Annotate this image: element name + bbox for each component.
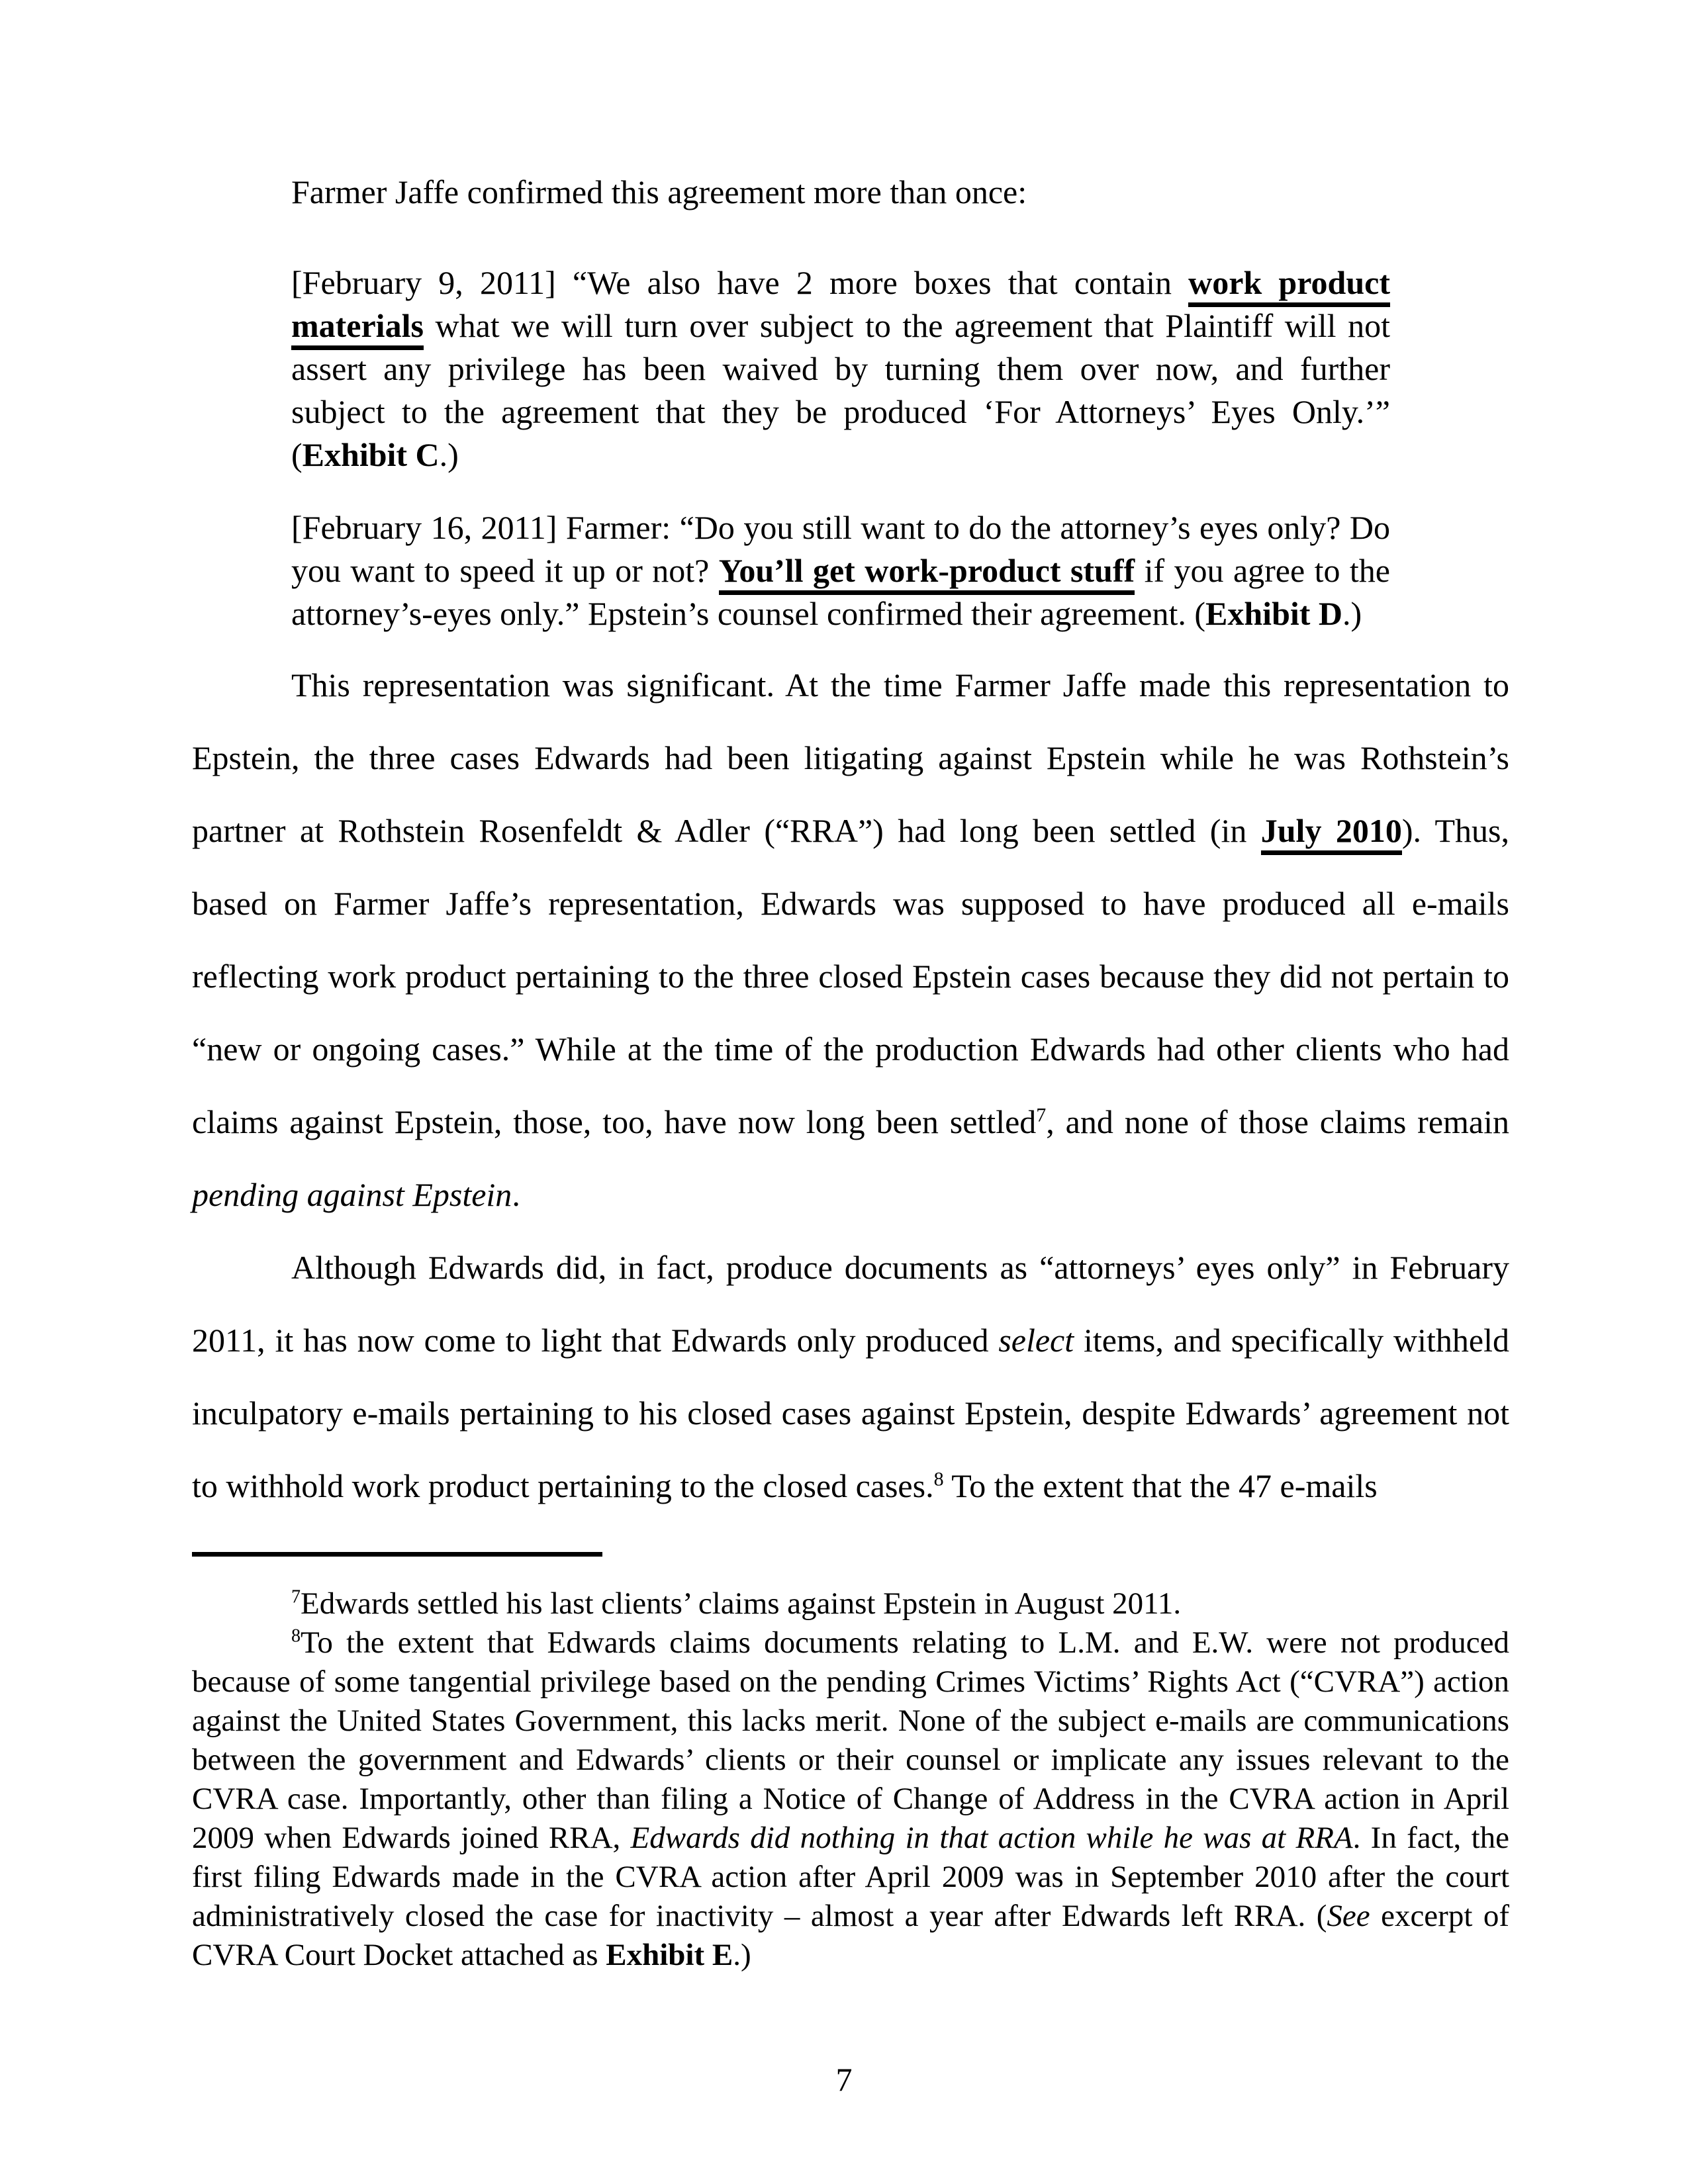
paragraph-although — [192, 1231, 1509, 1522]
footnote-separator — [192, 1552, 602, 1557]
underline-youll-get-work-product: You’ll get work-product stuff — [719, 552, 1135, 595]
underline-july-2010: July 2010 — [1261, 812, 1402, 855]
blockquote-feb-16-2011 — [291, 506, 1390, 635]
paragraph-representation — [192, 649, 1509, 1231]
text-run: . In fact, the first filing Edwards made in the CVRA action after April 2009 was in September 2010 after the court administratively closed the case for inactivity – almost a year after Edwards left RRA. ( — [192, 1821, 1509, 1933]
footnote-8 — [192, 1623, 1509, 1975]
text-run: what we will turn over subject to the agreement that Plaintiff will not assert any privilege has been waived by turning them over now, and further subject to the agreement that they be produced ‘For Attorneys’ Eyes Only.’” ( — [291, 307, 1390, 473]
text-run: .) — [733, 1938, 751, 1972]
exhibit-c-ref: Exhibit C — [302, 436, 440, 473]
italic-see: See — [1327, 1899, 1370, 1933]
footnote-block — [192, 1552, 1509, 1975]
footnote-ref-7: 7 — [1036, 1104, 1047, 1126]
italic-pending-against-epstein: pending against Epstein — [192, 1176, 512, 1213]
text-run: [February 16, 2011] Farmer: “Do you still want to do the attorney’s eyes only? Do you want to speed it up or not? — [291, 509, 1390, 589]
text-run: , and none of those claims remain — [1046, 1103, 1509, 1140]
italic-select: select — [998, 1322, 1074, 1359]
footnote-8-number: 8 — [291, 1625, 301, 1647]
page-number: 7 — [835, 2061, 853, 2098]
text-run: .) — [439, 436, 459, 473]
text-run: This representation was significant. At the time Farmer Jaffe made this representation to Epstein, the three cases Edwards had been litigating against Epstein while he was Rothstein’s partner at Rothstein Rosenfeldt & Adler (“RRA”) had long been settled (in — [192, 666, 1509, 849]
text-run: if you agree to the attorney’s-eyes only.” Epstein’s counsel confirmed their agreement. ( — [291, 552, 1390, 632]
text-run: Although Edwards did, in fact, produce documents as “attorneys’ eyes only” in February 2011, it has now come to light that Edwards only produced — [192, 1249, 1509, 1359]
text-run: items, and specifically withheld inculpatory e-mails pertaining to his closed cases against Epstein, despite Edwards’ agreement not to withhold work product pertaining to the closed cases. — [192, 1322, 1510, 1504]
exhibit-e-ref: Exhibit E — [606, 1938, 733, 1972]
footnote-7 — [192, 1584, 1509, 1623]
underline-work-product-materials: work product materials — [291, 264, 1390, 350]
exhibit-d-ref: Exhibit D — [1205, 595, 1343, 632]
blockquote-feb-9-2011 — [291, 261, 1390, 477]
text-run: Farmer Jaffe confirmed this agreement more than once: — [291, 173, 1027, 210]
text-run: To the extent that Edwards claims documents relating to L.M. and E.W. were not produced because of some tangential privilege based on the pending Crimes Victims’ Rights Act (“CVRA”) action against the United States Government, this lacks merit. None of the subject e-mails are communications between the government and Edwards’ clients or their counsel or implicate any issues relevant to the CVRA case. Importantly, other than filing a Notice of Change of Address in the CVRA action in April 2009 when Edwards joined RRA, — [192, 1625, 1509, 1855]
text-run: . — [512, 1176, 520, 1213]
text-run: To the extent that the 47 e-mails — [943, 1467, 1378, 1504]
footnote-7-number: 7 — [291, 1586, 301, 1608]
text-run: .) — [1342, 595, 1362, 632]
text-run: Edwards settled his last clients’ claims against Epstein in August 2011. — [301, 1586, 1182, 1621]
text-run: [February 9, 2011] “We also have 2 more boxes that contain — [291, 264, 1189, 301]
italic-edwards-did-nothing: Edwards did nothing in that action while he was at RRA — [630, 1821, 1353, 1855]
text-run: ). Thus, based on Farmer Jaffe’s representation, Edwards was supposed to have produced all e-mails reflecting work product pertaining to the three closed Epstein cases because they did not pertain to “new or ongoing cases.” While at the time of the production Edwards had other clients who had claims against Epstein, those, too, have now long been settled — [192, 812, 1510, 1140]
footnote-ref-8: 8 — [933, 1468, 944, 1490]
text-run: excerpt of CVRA Court Docket attached as — [192, 1899, 1509, 1972]
paragraph-intro — [192, 156, 1509, 228]
